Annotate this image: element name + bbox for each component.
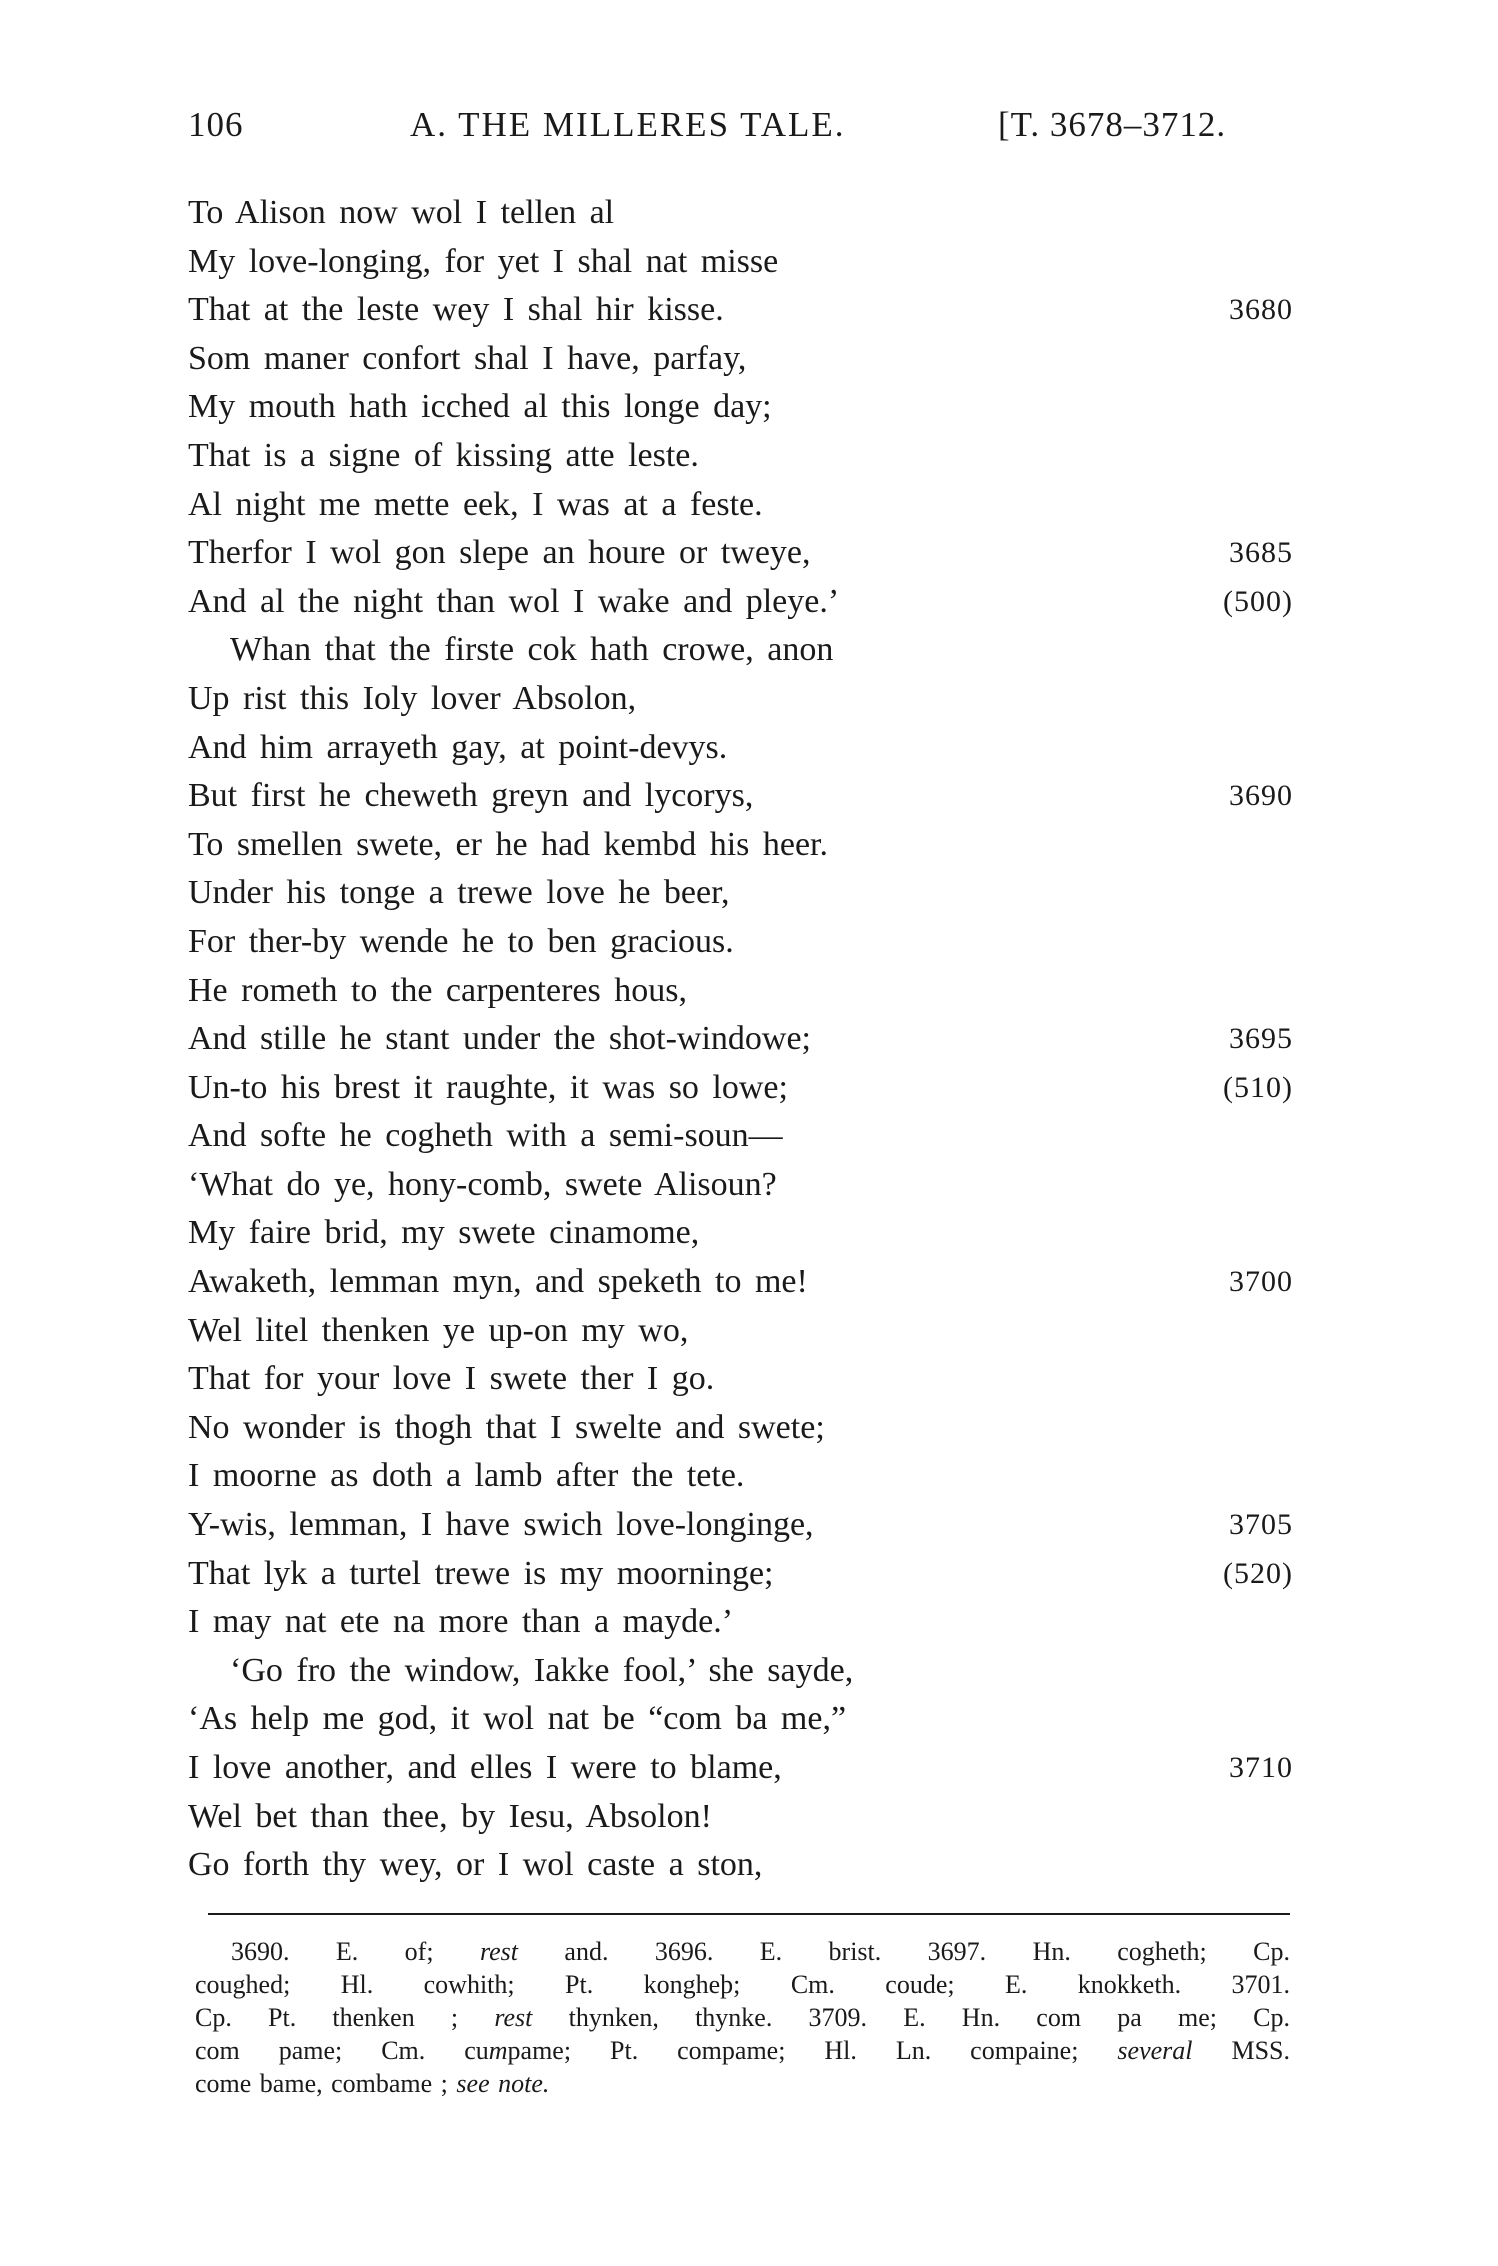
verse-line <box>188 1501 1293 1550</box>
verse-line <box>188 578 1293 627</box>
verse-text: ‘What do ye, hony-comb, swete Alisoun? <box>188 1165 777 1203</box>
verse-text: To smellen swete, er he had kembd his heer. <box>188 825 828 863</box>
verse-line <box>188 626 1293 675</box>
line-number: 3690 <box>1229 779 1293 813</box>
verse-line <box>188 335 1293 384</box>
verse-text: To Alison now wol I tellen al <box>188 194 615 231</box>
verse-line <box>188 286 1293 335</box>
verse-text: My love-longing, for yet I shal nat misse <box>188 242 779 280</box>
verse-line <box>188 383 1293 432</box>
running-head <box>188 105 1286 155</box>
verse-text: That for your love I swete ther I go. <box>188 1360 715 1398</box>
verse-text: Wel litel thenken ye up-on my wo, <box>188 1311 689 1349</box>
verse-line <box>188 189 1293 238</box>
line-number: 3710 <box>1229 1751 1293 1784</box>
verse-text: Y-wis, lemman, I have swich love-longinge, <box>188 1506 814 1544</box>
verse-line <box>188 1209 1293 1258</box>
verse-text: No wonder is thogh that I swelte and swete; <box>188 1408 825 1446</box>
verse-text: ‘As help me god, it wol nat be “com ba me,” <box>188 1700 847 1738</box>
verse-line <box>188 1355 1293 1404</box>
verse-line <box>188 1695 1293 1744</box>
verse-text: That lyk a turtel trewe is my moorninge; <box>188 1554 774 1592</box>
verse-text: And stille he stant under the shot-windowe; <box>188 1020 812 1058</box>
verse-text: And al the night than wol I wake and pleye.’ <box>188 582 840 620</box>
verse-line <box>188 481 1293 530</box>
verse-text: Therfor I wol gon slepe an houre or tweye, <box>188 534 811 572</box>
verse-line <box>188 432 1293 481</box>
verse-line <box>188 1550 1293 1599</box>
verse-text: And him arrayeth gay, at point-devys. <box>188 728 728 766</box>
verse-line <box>188 918 1293 967</box>
verse-line <box>188 967 1293 1016</box>
verse-line <box>188 1112 1293 1161</box>
verse-text: He rometh to the carpenteres hous, <box>188 971 687 1009</box>
poem-text <box>188 189 1293 1890</box>
verse-line <box>188 1015 1293 1064</box>
verse-text: ‘Go fro the window, Iakke fool,’ she sayde, <box>230 1651 854 1689</box>
verse-text: I love another, and elles I were to blame, <box>188 1749 782 1786</box>
verse-text: That at the leste wey I shal hir kisse. <box>188 291 724 329</box>
verse-line <box>188 1841 1293 1890</box>
line-number: 3680 <box>1229 293 1293 327</box>
verse-text: Al night me mette eek, I was at a feste. <box>188 485 763 523</box>
verse-text: Up rist this Ioly lover Absolon, <box>188 679 637 717</box>
verse-text: Whan that the firste cok hath crowe, anon <box>230 631 834 669</box>
verse-text: Awaketh, lemman myn, and speketh to me! <box>188 1263 808 1301</box>
verse-line <box>188 821 1293 870</box>
verse-text: I may nat ete na more than a mayde.’ <box>188 1603 734 1641</box>
verse-line <box>188 1793 1293 1842</box>
verse-text: Wel bet than thee, by Iesu, Absolon! <box>188 1797 712 1835</box>
verse-text: But first he cheweth greyn and lycorys, <box>188 777 754 815</box>
verse-line <box>188 1404 1293 1453</box>
verse-line <box>188 1598 1293 1647</box>
line-number: (520) <box>1223 1556 1293 1590</box>
verse-text: And softe he cogheth with a semi-soun— <box>188 1117 783 1155</box>
footnote-line: com pame; Cm. cumpame; Pt. compame; Hl. Ln. compaine; several MSS. <box>195 2036 1290 2065</box>
line-number: 3700 <box>1229 1265 1293 1299</box>
line-range: [T. 3678–3712. <box>998 105 1227 144</box>
footnote-line: 3690. E. of; rest and. 3696. E. brist. 3697. Hn. cogheth; Cp. <box>231 1937 1291 1966</box>
verse-line <box>188 238 1293 287</box>
verse-text: For ther-by wende he to ben gracious. <box>188 922 734 960</box>
verse-line <box>188 1744 1293 1793</box>
verse-line <box>188 1647 1293 1696</box>
verse-line <box>188 1452 1293 1501</box>
verse-line <box>188 1307 1293 1356</box>
verse-text: Under his tonge a trewe love he beer, <box>188 874 730 912</box>
verse-text: Som maner confort shal I have, parfay, <box>188 339 747 377</box>
verse-text: Go forth thy wey, or I wol caste a ston, <box>188 1846 763 1884</box>
footnote-line: Cp. Pt. thenken ; rest thynken, thynke. 3709. E. Hn. com pa me; Cp. <box>195 2003 1291 2032</box>
page-number: 106 <box>188 105 244 144</box>
verse-line <box>188 1161 1293 1210</box>
line-number: 3695 <box>1229 1022 1293 1056</box>
verse-text: Un-to his brest it raughte, it was so lowe; <box>188 1068 788 1106</box>
verse-line <box>188 675 1293 724</box>
footnote-line: come bame, combame ; see note. <box>195 2069 550 2098</box>
verse-line <box>188 529 1293 578</box>
footnote-rule <box>208 1913 1290 1915</box>
running-title: A. THE MILLERES TALE. <box>410 105 846 144</box>
verse-text: That is a signe of kissing atte leste. <box>188 436 699 474</box>
footnotes <box>195 1935 1290 2100</box>
verse-text: I moorne as doth a lamb after the tete. <box>188 1457 745 1495</box>
verse-line <box>188 772 1293 821</box>
verse-text: My faire brid, my swete cinamome, <box>188 1214 700 1252</box>
verse-line <box>188 724 1293 773</box>
footnote-line: coughed; Hl. cowhith; Pt. kongheþ; Cm. coude; E. knokketh. 3701. <box>195 1970 1290 1999</box>
verse-line <box>188 869 1293 918</box>
line-number: (500) <box>1223 584 1293 618</box>
verse-line <box>188 1064 1293 1113</box>
line-number: 3705 <box>1229 1508 1293 1542</box>
verse-text: My mouth hath icched al this longe day; <box>188 388 772 426</box>
line-number: (510) <box>1223 1070 1293 1104</box>
verse-line <box>188 1258 1293 1307</box>
line-number: 3685 <box>1229 536 1293 570</box>
